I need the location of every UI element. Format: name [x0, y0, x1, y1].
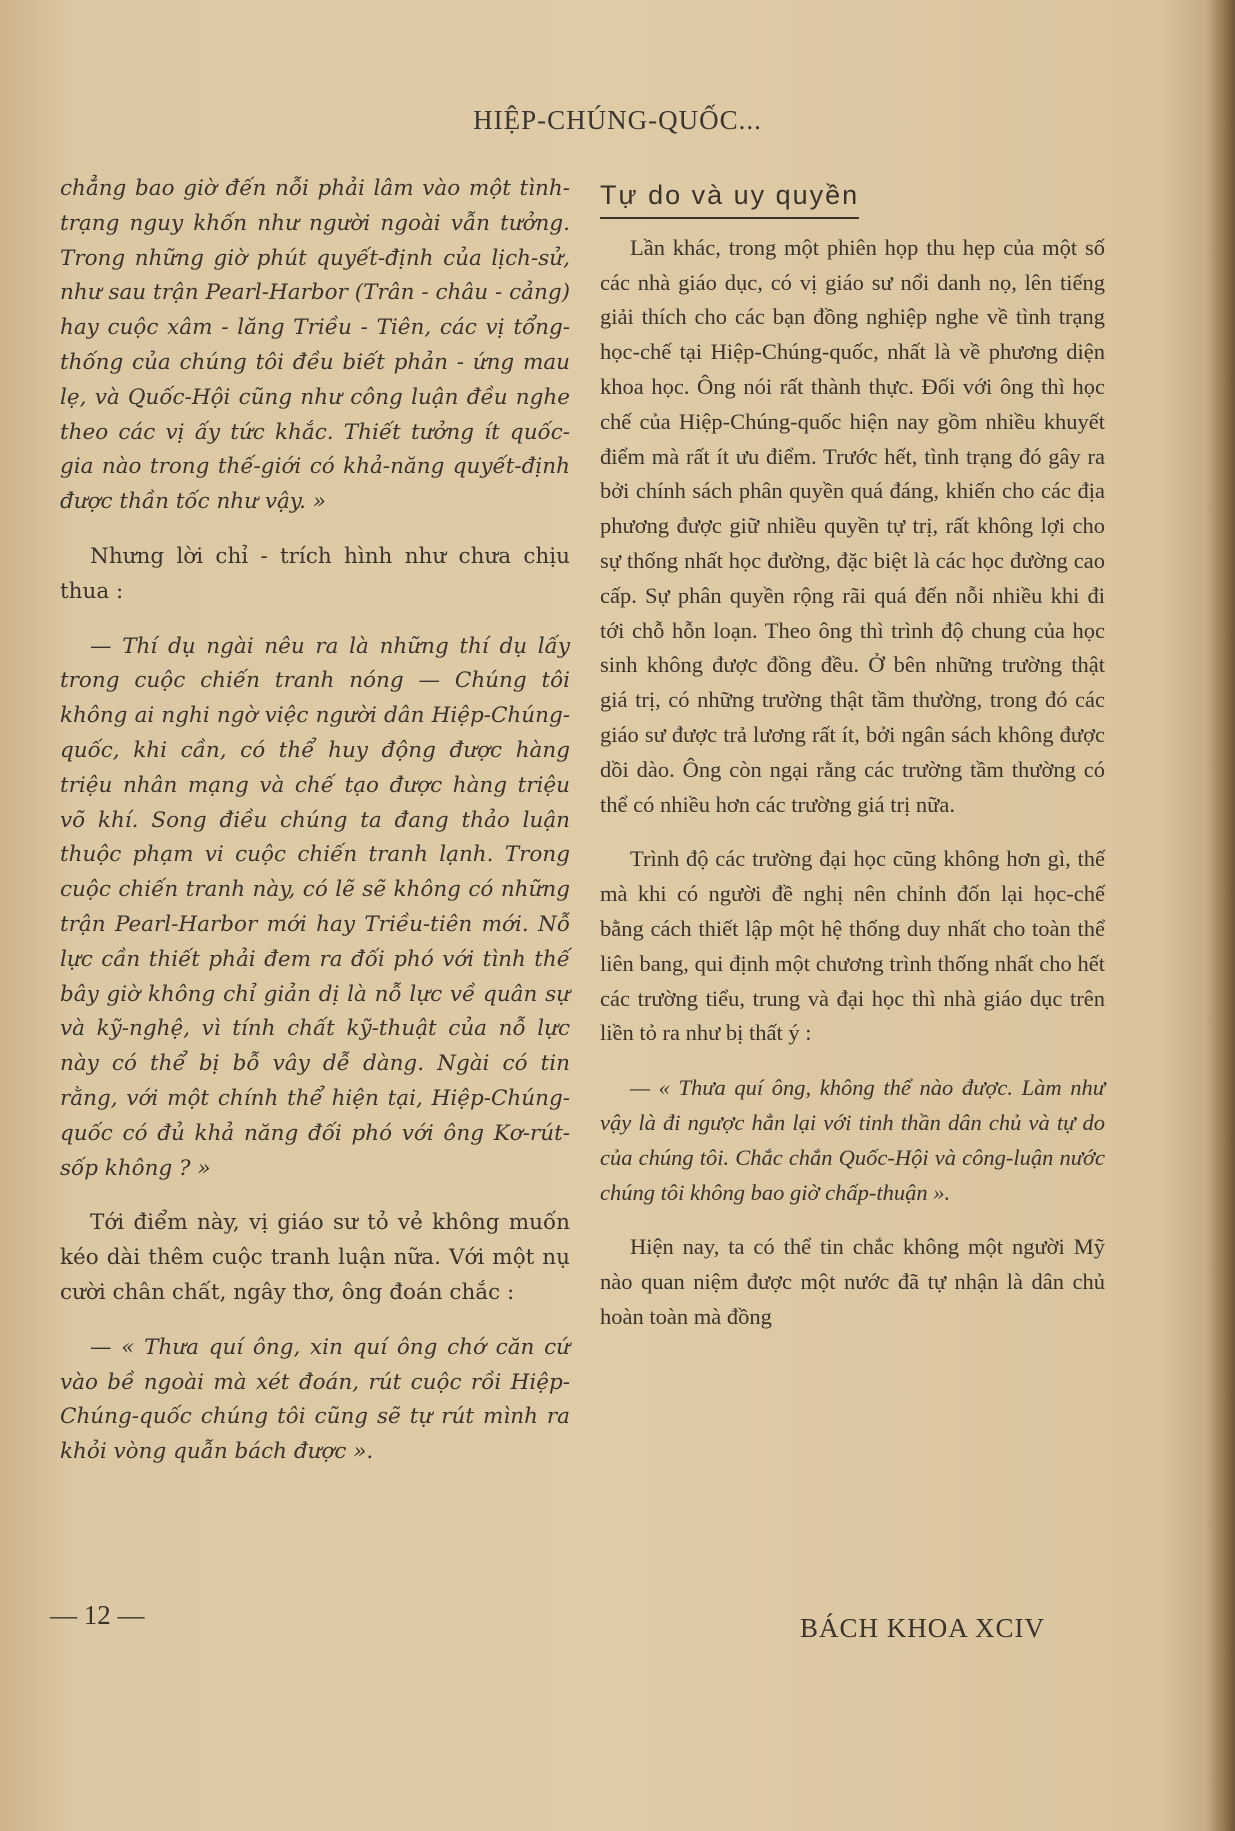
- right-paragraph-2: Trình độ các trường đại học cũng không hơn gì, thế mà khi có người đề nghị nên chỉnh đốn lại học-chế bằng cách thiết lập một hệ thống duy nhất cho toàn thể liên bang, qui định một chương trình thống nhất cho hết các trường tiểu, trung và đại học thì nhà giáo dục trên liền tỏ ra như bị thất ý :: [600, 846, 1105, 1046]
- left-paragraph-4: Tới điểm này, vị giáo sư tỏ vẻ không muốn kéo dài thêm cuộc tranh luận nữa. Với một nụ cười chân chất, ngây thơ, ông đoán chắc :: [60, 1210, 570, 1305]
- right-paragraph-4: Hiện nay, ta có thể tin chắc không một người Mỹ nào quan niệm được một nước đã tự nhận là dân chủ hoàn toàn mà đồng: [600, 1234, 1105, 1329]
- magazine-issue: BÁCH KHOA XCIV: [800, 1613, 1046, 1643]
- left-paragraph-3: — Thí dụ ngài nêu ra là những thí dụ lấy trong cuộc chiến tranh nóng — Chúng tôi không ai nghi ngờ việc người dân Hiệp-Chúng-quốc, khi cần, có thể huy động được hàng triệu nhân mạng và chế tạo được hàng triệu võ khí. Song điều chúng ta đang thảo luận thuộc phạm vi cuộc chiến tranh lạnh. Trong cuộc chiến tranh này, có lẽ sẽ không có những trận Pearl-Harbor mới hay Triều-tiên mới. Nỗ lực cần thiết phải đem ra đối phó với tình thế bây giờ không chỉ giản dị là nỗ lực về quân sự và kỹ-nghệ, vì tính chất kỹ-thuật của nỗ lực này có thể bị bỗ vây dễ dàng. Ngài có tin rằng, với một chính thể hiện tại, Hiệp-Chúng-quốc có đủ khả năng đối phó với ông Kơ-rút-sốp không ? »: [60, 633, 570, 1181]
- left-paragraph-5: — « Thưa quí ông, xin quí ông chớ căn cứ vào bề ngoài mà xét đoán, rút cuộc rồi Hiệp-Chúng-quốc chúng tôi cũng sẽ tự rút mình ra khỏi vòng quẫn bách được ».: [60, 1334, 570, 1465]
- left-paragraph-1: chẳng bao giờ đến nỗi phải lâm vào một tình-trạng nguy khốn như người ngoài vẫn tưởng. Trong những giờ phút quyết-định của lịch-sử, như sau trận Pearl-Harbor (Trân - châu - cảng) hay cuộc xâm - lăng Triều - Tiên, các vị tổng-thống của chúng tôi đều biết phản - ứng mau lẹ, và Quốc-Hội cũng như công luận đều nghe theo các vị ấy tức khắc. Thiết tưởng ít quốc-gia nào trong thế-giới có khả-năng quyết-định được thần tốc như vậy. »: [60, 176, 570, 515]
- running-header: HIỆP-CHÚNG-QUỐC...: [473, 105, 762, 135]
- section-title: Tự do và uy quyền: [600, 178, 859, 219]
- left-paragraph-2: Nhưng lời chỉ - trích hình như chưa chịu thua :: [60, 543, 570, 604]
- right-paragraph-1: Lần khác, trong một phiên họp thu hẹp của một số các nhà giáo dục, có vị giáo sư nổi danh nọ, lên tiếng giải thích cho các bạn đồng nghiệp nghe về tình trạng học-chế tại Hiệp-Chúng-quốc, nhất là về phương diện khoa học. Ông nói rất thành thực. Đối với ông thì học chế của Hiệp-Chúng-quốc hiện nay gồm nhiều khuyết điểm mà rất ít ưu điểm. Trước hết, tình trạng đó gây ra bởi chính sách phân quyền quá đáng, khiến cho các địa phương được giữ nhiều quyền tự trị, rất không lợi cho sự thống nhất học đường, đặc biệt là các học đường cao cấp. Sự phân quyền rộng rãi quá đến nỗi nhiều khi đi tới chỗ hỗn loạn. Theo ông thì trình độ chung của học sinh không được đồng đều. Ở bên những trường thật giá trị, có những trường thật tầm thường, trong đó các giáo sư được trả lương rất ít, bởi ngân sách không được dồi dào. Ông còn ngại rằng các trường tầm thường có thể có nhiều hơn các trường giá trị nữa.: [600, 234, 1105, 817]
- page-number: — 12 —: [50, 1600, 145, 1630]
- page-edge-shadow: [1207, 0, 1235, 1831]
- left-column: [60, 172, 570, 1470]
- right-column: [600, 178, 1105, 1335]
- right-paragraph-3: — « Thưa quí ông, không thể nào được. Làm như vậy là đi ngược hẳn lại với tinh thần dân chủ và tự do của chúng tôi. Chắc chắn Quốc-Hội và công-luận nước chúng tôi không bao giờ chấp-thuận ».: [600, 1075, 1105, 1205]
